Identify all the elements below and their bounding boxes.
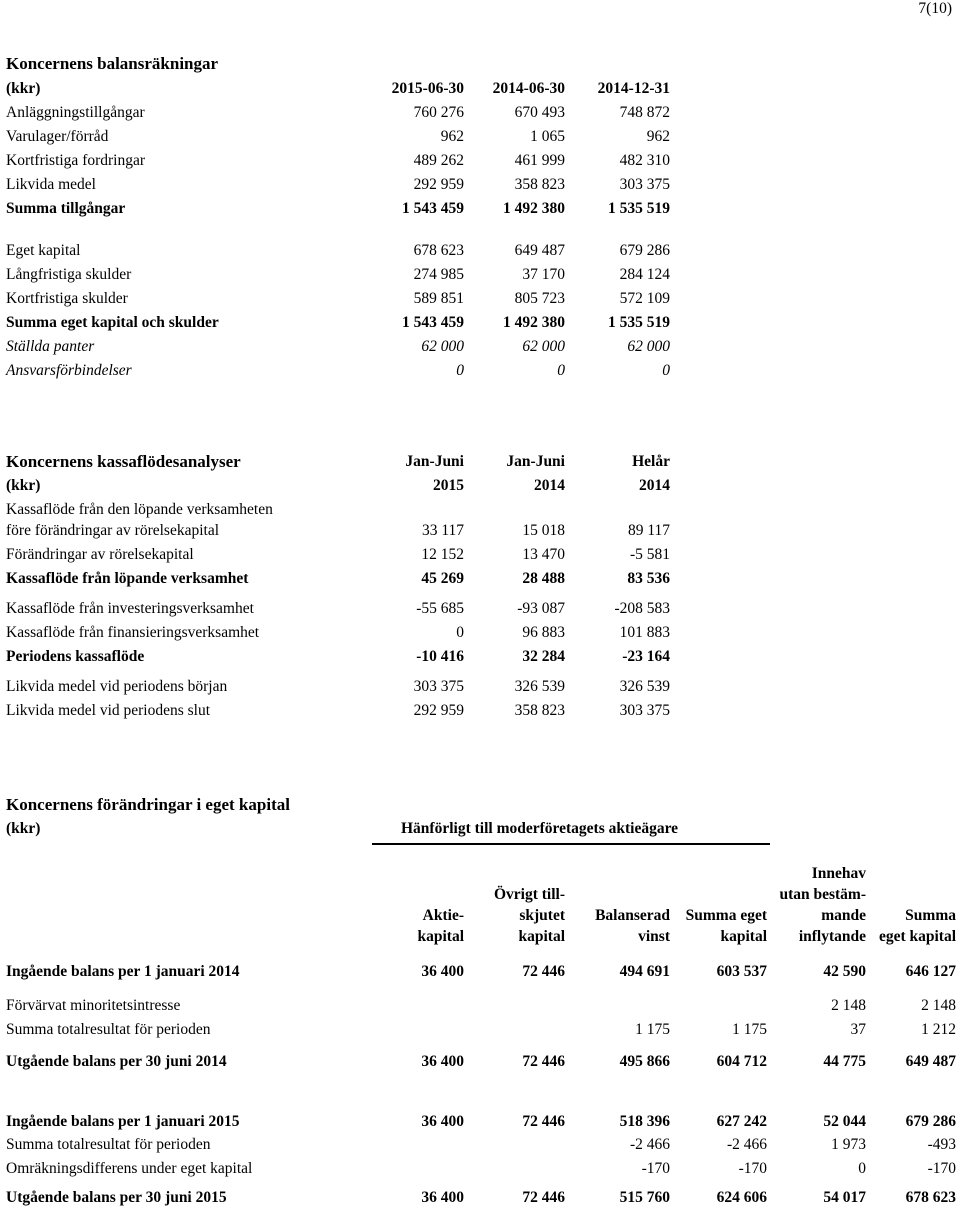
balance-cell: 0 — [557, 362, 565, 379]
cashflow-cell: -208 583 — [614, 600, 670, 617]
balance-cell: 1 535 519 — [608, 314, 670, 331]
equity-cell: -493 — [927, 1136, 956, 1153]
equity-row-label: Utgående balans per 30 juni 2014 — [6, 1053, 227, 1070]
cashflow-col-header: Jan-Juni — [506, 453, 565, 470]
equity-cell: 515 760 — [619, 1189, 670, 1206]
equity-col-header: kapital — [417, 928, 464, 945]
equity-row-label: Förvärvat minoritetsintresse — [6, 997, 181, 1014]
equity-col-header: skjutet — [519, 907, 565, 924]
cashflow-col-year: 2014 — [534, 477, 565, 494]
balance-unit: (kkr) — [6, 80, 41, 97]
equity-cell: -2 466 — [726, 1136, 767, 1153]
cashflow-cell: -55 685 — [416, 600, 464, 617]
balance-cell: 1 492 380 — [503, 200, 565, 217]
balance-cell: 649 487 — [514, 242, 565, 259]
equity-cell: 36 400 — [421, 1189, 464, 1206]
cashflow-row-label: Kassaflöde från investeringsverksamhet — [6, 600, 254, 617]
cashflow-cell: 15 018 — [522, 522, 565, 539]
cashflow-cell: 101 883 — [619, 624, 670, 641]
equity-cell: 649 487 — [905, 1053, 956, 1070]
balance-cell: 679 286 — [619, 242, 670, 259]
balance-row-label: Ansvarsförbindelser — [6, 362, 132, 379]
equity-cell: 494 691 — [619, 963, 670, 980]
cashflow-row-label: Likvida medel vid periodens slut — [6, 702, 211, 719]
cashflow-cell: 292 959 — [413, 702, 464, 719]
equity-cell: 72 446 — [522, 1189, 565, 1206]
balance-cell: 1 543 459 — [402, 314, 464, 331]
cashflow-title: Koncernens kassaflödesanalyser — [6, 452, 241, 471]
equity-cell: 679 286 — [905, 1113, 956, 1130]
equity-cell: 42 590 — [823, 963, 866, 980]
cashflow-row-label: Kassaflöde från finansieringsverksamhet — [6, 624, 260, 641]
balance-row-label: Summa tillgångar — [6, 200, 126, 217]
cashflow-row-label: Kassaflöde från den löpande verksamheten — [6, 501, 273, 518]
equity-col-header: mande — [821, 907, 866, 924]
equity-row-label: Ingående balans per 1 januari 2015 — [6, 1113, 240, 1130]
cashflow-cell: 13 470 — [522, 546, 565, 563]
cashflow-row-label: Kassaflöde från löpande verksamhet — [6, 570, 249, 587]
equity-cell: -2 466 — [629, 1136, 670, 1153]
cashflow-cell: -5 581 — [629, 546, 670, 563]
balance-row-label: Likvida medel — [6, 176, 96, 193]
equity-cell: 52 044 — [823, 1113, 866, 1130]
balance-cell: 292 959 — [413, 176, 464, 193]
equity-cell: 2 148 — [921, 997, 956, 1014]
equity-cell: 44 775 — [823, 1053, 866, 1070]
equity-cell: 72 446 — [522, 1113, 565, 1130]
equity-cell: 604 712 — [716, 1053, 767, 1070]
equity-cell: 1 212 — [921, 1021, 956, 1038]
balance-cell: 0 — [456, 362, 464, 379]
equity-cell: -170 — [641, 1160, 670, 1177]
equity-cell: 624 606 — [716, 1189, 767, 1206]
cashflow-unit: (kkr) — [6, 477, 41, 494]
balance-row-label: Anläggningstillgångar — [6, 104, 145, 121]
equity-col-header: eget kapital — [878, 928, 956, 945]
balance-cell: 358 823 — [514, 176, 565, 193]
equity-cell: -170 — [927, 1160, 956, 1177]
page-number: 7(10) — [918, 0, 952, 17]
cashflow-cell: -10 416 — [416, 648, 464, 665]
cashflow-cell: 96 883 — [522, 624, 565, 641]
equity-cell: 72 446 — [522, 963, 565, 980]
balance-cell: 670 493 — [514, 104, 565, 121]
cashflow-cell: 303 375 — [619, 702, 670, 719]
balance-cell: 962 — [646, 128, 670, 145]
cashflow-cell: 33 117 — [421, 522, 464, 539]
balance-cell: 962 — [440, 128, 464, 145]
balance-cell: 274 985 — [413, 266, 464, 283]
equity-col-header: Övrigt till- — [493, 886, 565, 903]
equity-cell: 54 017 — [823, 1189, 866, 1206]
equity-row-label: Utgående balans per 30 juni 2015 — [6, 1189, 227, 1206]
equity-title: Koncernens förändringar i eget kapital — [6, 795, 290, 814]
balance-cell: 482 310 — [619, 152, 670, 169]
balance-cell: 572 109 — [619, 290, 670, 307]
cashflow-cell: -93 087 — [517, 600, 565, 617]
balance-col-header: 2014-12-31 — [597, 80, 670, 97]
cashflow-cell: 32 284 — [522, 648, 565, 665]
balance-cell: 37 170 — [522, 266, 565, 283]
cashflow-col-year: 2014 — [639, 477, 670, 494]
balance-cell: 805 723 — [514, 290, 565, 307]
balance-cell: 0 — [662, 362, 670, 379]
equity-row-label: Summa totalresultat för perioden — [6, 1136, 211, 1153]
balance-cell: 461 999 — [514, 152, 565, 169]
equity-col-header: Balanserad — [595, 907, 670, 924]
equity-col-header: Aktie- — [422, 907, 464, 924]
balance-cell: 1 535 519 — [608, 200, 670, 217]
equity-cell: 72 446 — [522, 1053, 565, 1070]
balance-row-label: Varulager/förråd — [6, 128, 109, 145]
equity-cell: 1 973 — [831, 1136, 866, 1153]
equity-cell: 0 — [858, 1160, 866, 1177]
cashflow-cell: 0 — [456, 624, 464, 641]
equity-cell: 36 400 — [421, 1053, 464, 1070]
balance-cell: 678 623 — [413, 242, 464, 259]
equity-row-label: Ingående balans per 1 januari 2014 — [6, 963, 240, 980]
cashflow-col-header: Jan-Juni — [405, 453, 464, 470]
cashflow-col-year: 2015 — [433, 477, 464, 494]
equity-col-header: Innehav — [811, 865, 866, 882]
equity-group-underline — [372, 843, 770, 845]
balance-row-label: Kortfristiga fordringar — [6, 152, 146, 169]
equity-cell: 627 242 — [716, 1113, 767, 1130]
balance-cell: 62 000 — [522, 338, 565, 355]
balance-cell: 1 065 — [530, 128, 565, 145]
balance-row-label: Summa eget kapital och skulder — [6, 314, 219, 331]
balance-col-header: 2015-06-30 — [391, 80, 464, 97]
equity-row-label: Omräkningsdifferens under eget kapital — [6, 1160, 253, 1177]
balance-cell: 1 492 380 — [503, 314, 565, 331]
equity-col-header: Summa eget — [685, 907, 767, 924]
cashflow-cell: 83 536 — [627, 570, 670, 587]
balance-cell: 1 543 459 — [402, 200, 464, 217]
equity-cell: 1 175 — [732, 1021, 767, 1038]
balance-cell: 760 276 — [413, 104, 464, 121]
equity-row-label: Summa totalresultat för perioden — [6, 1021, 211, 1038]
balance-col-header: 2014-06-30 — [492, 80, 565, 97]
balance-cell: 284 124 — [619, 266, 670, 283]
equity-cell: 518 396 — [619, 1113, 670, 1130]
equity-col-header: utan bestäm- — [779, 886, 866, 903]
equity-col-header: inflytande — [798, 928, 866, 945]
equity-cell: 646 127 — [905, 963, 956, 980]
equity-cell: 2 148 — [831, 997, 866, 1014]
balance-cell: 589 851 — [413, 290, 464, 307]
equity-unit: (kkr) — [6, 820, 41, 837]
balance-row-label: Eget kapital — [6, 242, 81, 259]
equity-cell: 1 175 — [635, 1021, 670, 1038]
cashflow-row-label: Likvida medel vid periodens början — [6, 678, 228, 695]
cashflow-cell: 326 539 — [514, 678, 565, 695]
balance-title: Koncernens balansräkningar — [6, 54, 219, 73]
cashflow-cell: -23 164 — [622, 648, 670, 665]
balance-cell: 748 872 — [619, 104, 670, 121]
equity-cell: 37 — [850, 1021, 866, 1038]
cashflow-row-label: Periodens kassaflöde — [6, 648, 145, 665]
balance-cell: 303 375 — [619, 176, 670, 193]
equity-col-header: kapital — [518, 928, 565, 945]
equity-cell: 678 623 — [905, 1189, 956, 1206]
equity-cell: 36 400 — [421, 1113, 464, 1130]
cashflow-cell: 326 539 — [619, 678, 670, 695]
cashflow-row-label: före förändringar av rörelsekapital — [6, 522, 220, 539]
balance-cell: 489 262 — [413, 152, 464, 169]
balance-cell: 62 000 — [421, 338, 464, 355]
balance-cell: 62 000 — [627, 338, 670, 355]
cashflow-cell: 28 488 — [522, 570, 565, 587]
equity-col-header: vinst — [638, 928, 670, 945]
equity-cell: 603 537 — [716, 963, 767, 980]
balance-row-label: Ställda panter — [6, 338, 95, 355]
cashflow-cell: 45 269 — [421, 570, 464, 587]
equity-cell: -170 — [738, 1160, 767, 1177]
equity-cell: 495 866 — [619, 1053, 670, 1070]
cashflow-cell: 358 823 — [514, 702, 565, 719]
equity-group-header: Hänförligt till moderföretagets aktieägare — [401, 820, 679, 837]
balance-row-label: Långfristiga skulder — [6, 266, 132, 283]
cashflow-cell: 89 117 — [627, 522, 670, 539]
cashflow-col-header: Helår — [632, 453, 670, 470]
balance-row-label: Kortfristiga skulder — [6, 290, 128, 307]
equity-col-header: Summa — [905, 907, 956, 924]
cashflow-cell: 303 375 — [413, 678, 464, 695]
equity-cell: 36 400 — [421, 963, 464, 980]
cashflow-cell: 12 152 — [421, 546, 464, 563]
equity-col-header: kapital — [720, 928, 767, 945]
cashflow-row-label: Förändringar av rörelsekapital — [6, 546, 194, 563]
